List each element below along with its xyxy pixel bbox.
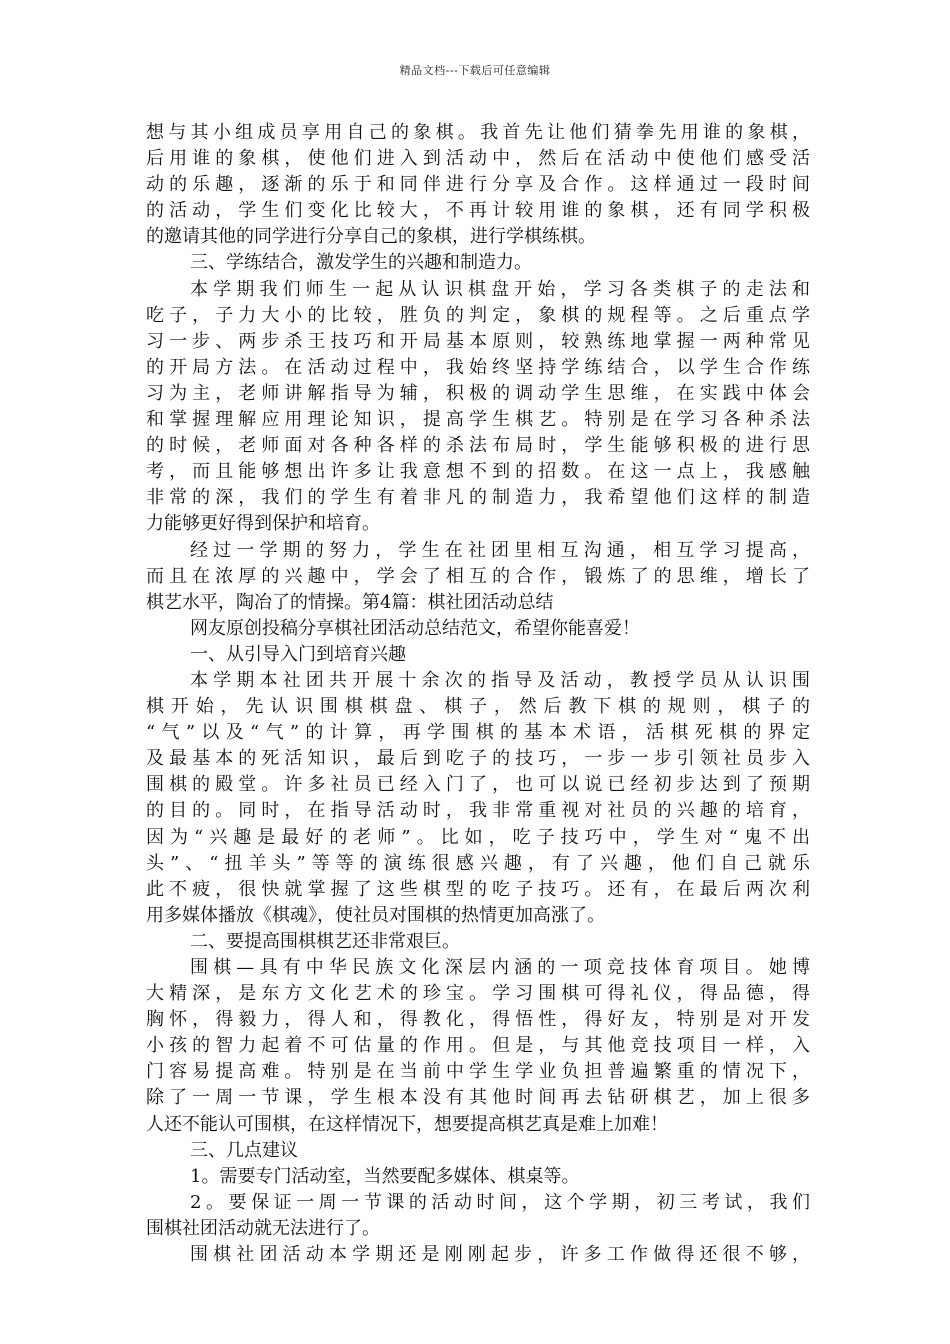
text-line: 动的乐趣，逐渐的乐于和同伴进行分享及合作。这样通过一段时间 [146, 174, 810, 196]
text-line: 及最基本的死活知识，最后到吃子的技巧，一步一步引领社员步入 [146, 748, 810, 770]
text-line: 此不疲，很快就掌握了这些棋型的吃子技巧。还有，在最后两次利 [146, 878, 810, 900]
text-line: 想与其小组成员享用自己的象棋。我首先让他们猜拳先用谁的象棋， [146, 122, 810, 143]
text-line: 除了一周一节课，学生根本没有其他时间再去钻研棋艺，加上很多 [146, 1087, 810, 1109]
text-line: 习一步、两步杀王技巧和开局基本原则，较熟练地掌握一两种常见 [146, 330, 810, 352]
text-line: 非常的深，我们的学生有着非凡的制造力，我希望他们这样的制造 [146, 487, 810, 509]
text-line: 的活动，学生们变化比较大，不再计较用谁的象棋，还有同学积极 [146, 200, 810, 222]
text-line: 一、从引导入门到培育兴趣 [190, 643, 406, 665]
text-line: 吃子，子力大小的比较，胜负的判定，象棋的规程等。之后重点学 [146, 304, 810, 326]
text-line: 经过一学期的努力，学生在社团里相互沟通，相互学习提高， [190, 539, 810, 561]
text-line: 力能够更好得到保护和培育。 [146, 513, 380, 535]
text-line: 三、几点建议 [190, 1139, 298, 1161]
text-line: 围棋社团活动本学期还是刚刚起步，许多工作做得还很不够， [190, 1244, 810, 1266]
text-line: 三、学练结合，激发学生的兴趣和制造力。 [190, 252, 532, 274]
text-line: 习为主，老师讲解指导为辅，积极的调动学生思维，在实践中体会 [146, 382, 810, 404]
text-line: 头”、“扭羊头”等等的演练很感兴趣，有了兴趣，他们自己就乐 [146, 852, 810, 874]
text-line: 小孩的智力起着不可估量的作用。但是，与其他竞技项目一样，入 [146, 1035, 810, 1057]
text-line: 和掌握理解应用理论知识，提高学生棋艺。特别是在学习各种杀法 [146, 409, 810, 431]
text-line: 考，而且能够想出许多让我意想不到的招数。在这一点上，我感触 [146, 461, 810, 483]
text-line: 二、要提高围棋棋艺还非常艰巨。 [190, 930, 460, 952]
text-line: 因为“兴趣是最好的老师”。比如，吃子技巧中，学生对“鬼不出 [146, 826, 810, 848]
text-line: 本学期我们师生一起从认识棋盘开始，学习各类棋子的走法和 [190, 278, 810, 300]
text-line: 的时候，老师面对各种各样的杀法布局时，学生能够积极的进行思 [146, 435, 810, 457]
document-body [146, 120, 810, 1268]
text-line: 围棋—具有中华民族文化深层内涵的一项竞技体育项目。她博 [190, 957, 810, 978]
text-line: 人还不能认可围棋，在这样情况下，想要提高棋艺真是难上加难！ [146, 1113, 668, 1135]
text-line: 门容易提高难。特别是在当前中学生学业负担普遍繁重的情况下， [146, 1061, 810, 1083]
text-line: 本学期本社团共开展十余次的指导及活动，教授学员从认识围 [190, 669, 810, 691]
text-line: 而且在浓厚的兴趣中，学会了相互的合作，锻炼了的思维，增长了 [146, 565, 810, 587]
text-line: 的目的。同时，在指导活动时，我非常重视对社员的兴趣的培育， [146, 800, 810, 822]
text-line: 用多媒体播放《棋魂》，使社员对围棋的热情更加高涨了。 [146, 904, 605, 926]
text-line: 网友原创投稿分享棋社团活动总结范文，希望你能喜爱！ [190, 617, 640, 639]
text-line: 大精深，是东方文化艺术的珍宝。学习围棋可得礼仪，得品德，得 [146, 983, 810, 1005]
text-line: 的开局方法。在活动过程中，我始终坚持学练结合，以学生合作练 [146, 356, 810, 378]
text-line: 围棋的殿堂。许多社员已经入门了，也可以说已经初步达到了预期 [146, 774, 810, 796]
text-line: 棋艺水平，陶冶了的情操。第4篇：棋社团活动总结 [146, 591, 554, 613]
text-line: 后用谁的象棋，使他们进入到活动中，然后在活动中使他们感受活 [146, 148, 810, 170]
text-line: 围棋社团活动就无法进行了。 [146, 1217, 380, 1239]
text-line: “气”以及“气”的计算，再学围棋的基本术语，活棋死棋的界定 [146, 722, 810, 744]
page-header: 精品文档---下载后可任意编辑 [399, 64, 551, 77]
text-line: 棋开始，先认识围棋棋盘、棋子，然后教下棋的规则，棋子的 [146, 696, 810, 718]
text-line: 1。需要专门活动室，当然要配多媒体、棋桌等。 [190, 1165, 580, 1187]
text-line: 胸怀，得毅力，得人和，得教化，得悟性，得好友，特别是对开发 [146, 1009, 810, 1031]
text-line: 2。要保证一周一节课的活动时间，这个学期，初三考试，我们 [190, 1191, 810, 1213]
text-line: 的邀请其他的同学进行分享自己的象棋，进行学棋练棋。 [146, 226, 596, 248]
